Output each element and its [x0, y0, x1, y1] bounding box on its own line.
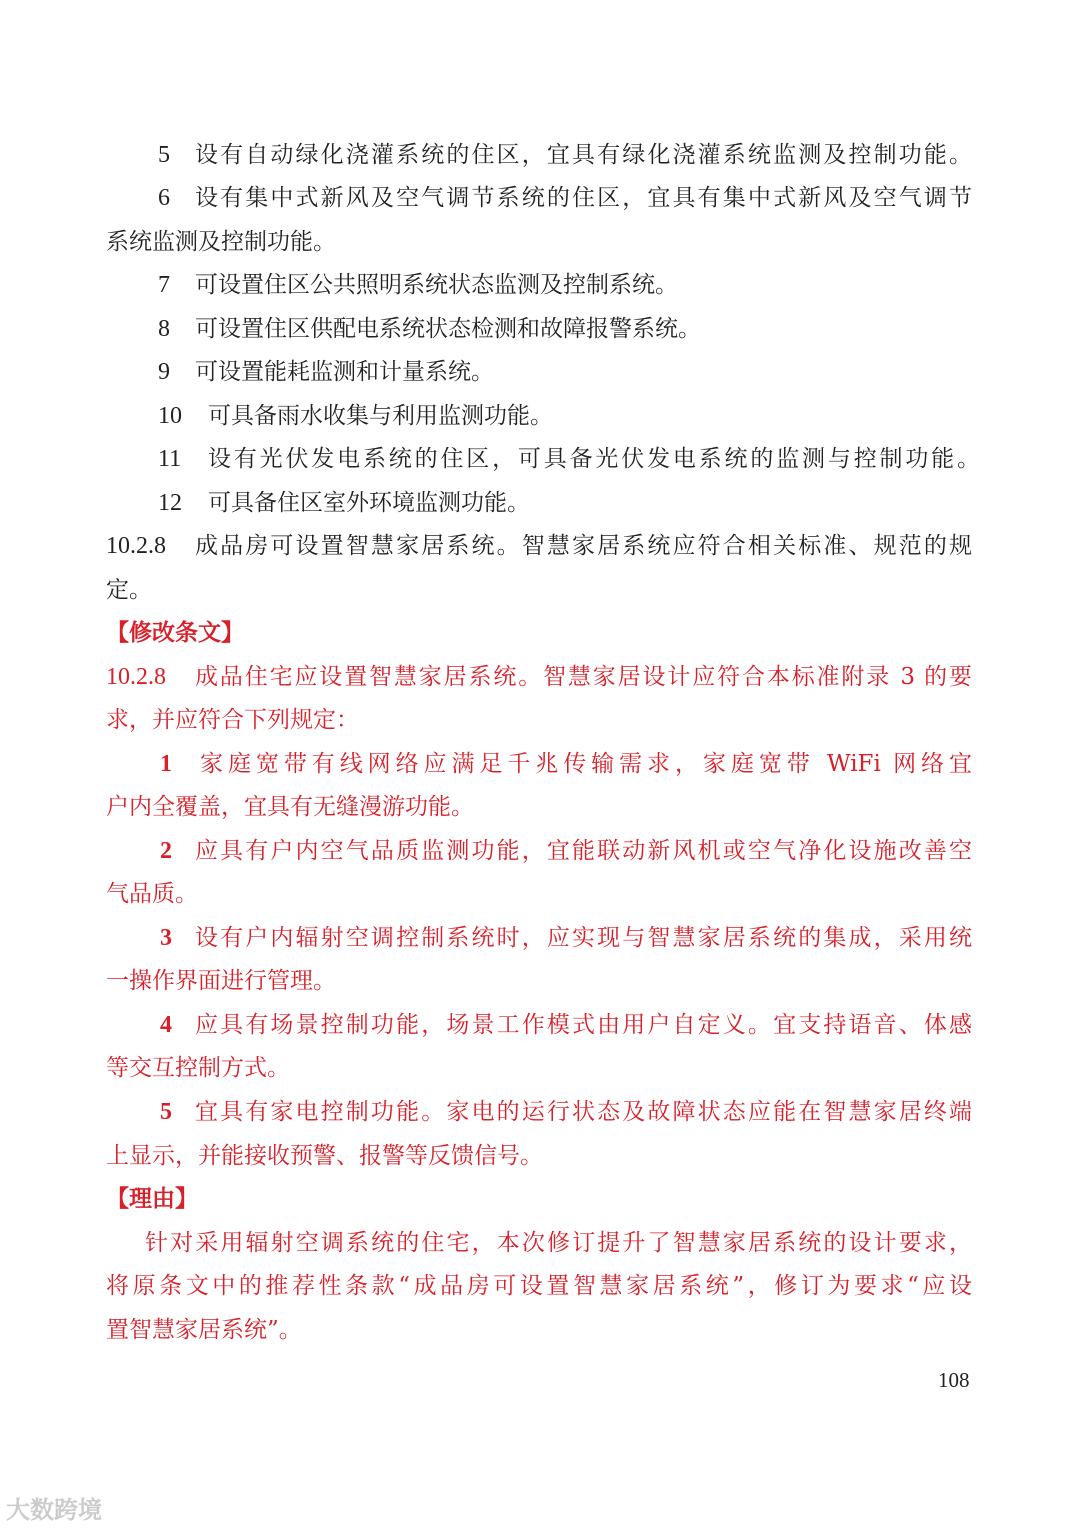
clause-text: 求，并应符合下列规定：	[106, 707, 359, 733]
original-item-6-cont	[0, 220, 1080, 264]
item-number: 8	[158, 316, 170, 342]
revision-item-4	[0, 1003, 1080, 1047]
clause-number: 10.2.8	[106, 664, 166, 690]
item-number: 5	[160, 1099, 172, 1125]
item-text: 设有集中式新风及空气调节系统的住区，宜具有集中式新风及空气调节	[195, 185, 972, 211]
watermark-logo: 大数跨境	[6, 1496, 102, 1524]
item-text: 可设置住区供配电系统状态检测和故障报警系统。	[195, 316, 701, 342]
page-number: 108	[938, 1368, 970, 1392]
revision-item-2	[0, 829, 1080, 873]
item-text: 设有光伏发电系统的住区，可具备光伏发电系统的监测与控制功能。	[208, 446, 980, 472]
reason-text: 将原条文中的推荐性条款“成品房可设置智慧家居系统”，修订为要求“应设	[106, 1273, 972, 1299]
item-text: 可设置能耗监测和计量系统。	[195, 359, 494, 385]
revision-item-3	[0, 916, 1080, 960]
item-text: 等交互控制方式。	[106, 1055, 290, 1081]
reason-text: 针对采用辐射空调系统的住宅，本次修订提升了智慧家居系统的设计要求，	[145, 1230, 972, 1256]
item-number: 3	[160, 925, 172, 951]
revision-clause-cont	[0, 698, 1080, 742]
revision-heading	[0, 611, 1080, 655]
item-text: 应具有场景控制功能，场景工作模式由用户自定义。宜支持语音、体感	[195, 1012, 972, 1038]
item-text: 系统监测及控制功能。	[106, 229, 336, 255]
original-item-5	[0, 133, 1080, 177]
item-text: 家庭宽带有线网络应满足千兆传输需求，家庭宽带 WiFi 网络宜	[200, 751, 972, 777]
reason-line-2	[0, 1264, 1080, 1308]
original-item-11	[0, 437, 1080, 481]
revision-item-3-cont	[0, 959, 1080, 1003]
revision-clause	[0, 655, 1080, 699]
clause-text: 成品住宅应设置智慧家居系统。智慧家居设计应符合本标准附录 3 的要	[195, 664, 972, 690]
section-heading: 【理由】	[106, 1185, 198, 1212]
item-number: 2	[160, 838, 172, 864]
original-item-7	[0, 263, 1080, 307]
clause-text: 定。	[106, 577, 152, 603]
item-text: 可具备住区室外环境监测功能。	[208, 490, 530, 516]
reason-text: 置智慧家居系统”。	[106, 1317, 302, 1343]
item-text: 设有自动绿化浇灌系统的住区，宜具有绿化浇灌系统监测及控制功能。	[195, 142, 972, 168]
revision-item-1-cont	[0, 785, 1080, 829]
reason-line-1	[0, 1221, 1080, 1265]
item-number: 1	[160, 751, 172, 777]
item-number: 5	[158, 142, 170, 168]
revision-item-4-cont	[0, 1046, 1080, 1090]
reason-line-3	[0, 1308, 1080, 1352]
item-text: 应具有户内空气品质监测功能，宜能联动新风机或空气净化设施改善空	[195, 838, 972, 864]
item-number: 11	[158, 446, 182, 472]
original-item-10	[0, 394, 1080, 438]
original-item-8	[0, 307, 1080, 351]
item-text: 户内全覆盖，宜具有无缝漫游功能。	[106, 794, 474, 820]
revision-item-5	[0, 1090, 1080, 1134]
revision-item-1	[0, 742, 1080, 786]
item-number: 10	[158, 403, 182, 429]
original-clause-cont	[0, 568, 1080, 612]
revision-item-2-cont	[0, 872, 1080, 916]
item-text: 可设置住区公共照明系统状态监测及控制系统。	[195, 272, 678, 298]
original-item-9	[0, 350, 1080, 394]
item-text: 宜具有家电控制功能。家电的运行状态及故障状态应能在智慧家居终端	[195, 1099, 972, 1125]
section-heading: 【修改条文】	[106, 619, 244, 646]
item-text: 可具备雨水收集与利用监测功能。	[208, 403, 553, 429]
item-text: 上显示，并能接收预警、报警等反馈信号。	[106, 1143, 543, 1169]
item-text: 一操作界面进行管理。	[106, 968, 336, 994]
original-item-12	[0, 481, 1080, 525]
clause-number: 10.2.8	[106, 533, 166, 559]
reason-heading	[0, 1177, 1080, 1221]
item-text: 气品质。	[106, 881, 198, 907]
revision-item-5-cont	[0, 1134, 1080, 1178]
item-number: 6	[158, 185, 170, 211]
item-text: 设有户内辐射空调控制系统时，应实现与智慧家居系统的集成，采用统	[195, 925, 972, 951]
original-item-6	[0, 176, 1080, 220]
original-clause	[0, 524, 1080, 568]
item-number: 9	[158, 359, 170, 385]
item-number: 7	[158, 272, 170, 298]
item-number: 4	[160, 1012, 172, 1038]
item-number: 12	[158, 490, 182, 516]
clause-text: 成品房可设置智慧家居系统。智慧家居系统应符合相关标准、规范的规	[195, 533, 972, 559]
